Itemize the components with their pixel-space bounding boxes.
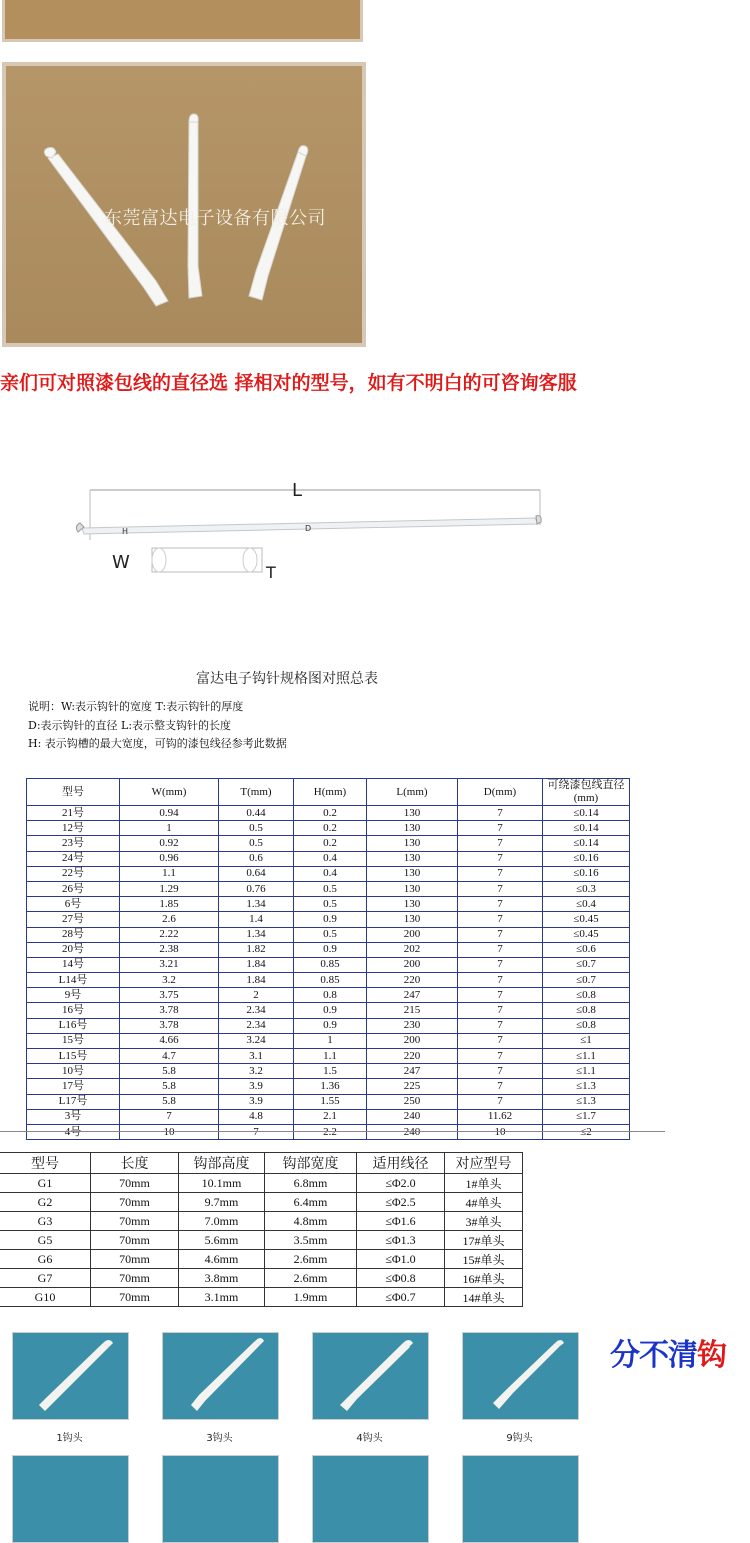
col-header: 适用线径	[357, 1153, 445, 1174]
table-cell: ≤1.1	[543, 1049, 630, 1064]
table-cell: ≤0.7	[543, 957, 630, 972]
table-row	[0, 1193, 523, 1212]
table-row	[27, 1003, 630, 1018]
table-cell: 23号	[27, 836, 120, 851]
table-cell: 22号	[27, 866, 120, 881]
table-cell: 7	[458, 851, 543, 866]
table-cell: 7	[458, 927, 543, 942]
table-cell: 3号	[27, 1109, 120, 1124]
table-cell: ≤0.4	[543, 897, 630, 912]
table-cell: 7	[458, 806, 543, 821]
table-cell: 4.8mm	[265, 1212, 357, 1231]
table-cell: ≤0.8	[543, 1018, 630, 1033]
thumb-caption: 3钩头	[206, 1433, 233, 1444]
table-cell: 2.1	[294, 1109, 367, 1124]
table-cell: 2.6	[120, 912, 219, 927]
table-cell: 14号	[27, 957, 120, 972]
table-cell: 12号	[27, 821, 120, 836]
table-cell: 3.1mm	[179, 1288, 265, 1307]
table-cell: 1.1	[294, 1049, 367, 1064]
single-hook-table	[0, 1152, 523, 1307]
table-cell: G7	[0, 1269, 91, 1288]
table-cell: 0.96	[120, 851, 219, 866]
table-cell: ≤0.45	[543, 912, 630, 927]
table-cell: ≤0.3	[543, 881, 630, 896]
table-row	[27, 1094, 630, 1109]
table-cell: 7	[458, 1094, 543, 1109]
table-cell: ≤1.3	[543, 1079, 630, 1094]
table-cell	[367, 1124, 458, 1139]
table-cell: L15号	[27, 1049, 120, 1064]
hook-thumbnail	[162, 1455, 279, 1543]
table-cell: 247	[367, 1064, 458, 1079]
table-cell: 15#单头	[445, 1250, 523, 1269]
divider	[0, 1131, 665, 1132]
hook-dimension-diagram	[70, 470, 550, 590]
table-cell: ≤1.1	[543, 1064, 630, 1079]
table-cell: ≤0.14	[543, 806, 630, 821]
table-cell: 0.64	[219, 866, 294, 881]
table-cell: 3.1	[219, 1049, 294, 1064]
col-header: 钩部高度	[179, 1153, 265, 1174]
table-row	[27, 912, 630, 927]
table-cell: 4#单头	[445, 1193, 523, 1212]
table-cell: L17号	[27, 1094, 120, 1109]
table-cell: 7	[458, 866, 543, 881]
label-T: T	[266, 563, 276, 582]
table-row	[27, 806, 630, 821]
col-header: D(mm)	[458, 779, 543, 806]
table-cell: 130	[367, 881, 458, 896]
table-row	[27, 851, 630, 866]
hook-thumbnail	[162, 1332, 279, 1420]
table-cell: 0.85	[294, 957, 367, 972]
table-cell: 28号	[27, 927, 120, 942]
legend-line-1: 说明：W:表示钩针的宽度 T:表示钩针的厚度	[28, 700, 244, 713]
table-cell: 240	[367, 1109, 458, 1124]
table-cell: ≤0.16	[543, 866, 630, 881]
col-header: 钩部宽度	[265, 1153, 357, 1174]
table-row	[0, 1231, 523, 1250]
table-cell: 7	[458, 942, 543, 957]
table-cell: 3.75	[120, 988, 219, 1003]
table-cell: 0.5	[219, 836, 294, 851]
table-cell: G3	[0, 1212, 91, 1231]
table-cell: 130	[367, 806, 458, 821]
table-cell: 2.34	[219, 1018, 294, 1033]
table-cell	[543, 1124, 630, 1139]
table-cell: ≤Φ1.3	[357, 1231, 445, 1250]
table-cell: 1.29	[120, 881, 219, 896]
table-cell: 3.2	[219, 1064, 294, 1079]
table-cell: 1.82	[219, 942, 294, 957]
table-cell: 225	[367, 1079, 458, 1094]
selection-note: 亲们可对照漆包线的直径选 择相对的型号，如有不明白的可咨询客服	[0, 372, 577, 394]
hook-thumbnail	[462, 1455, 579, 1543]
table-cell: ≤1.3	[543, 1094, 630, 1109]
unclear-hook-banner	[610, 1330, 726, 1374]
table-cell: 1.34	[219, 897, 294, 912]
table-row	[27, 942, 630, 957]
table-cell: 3.78	[120, 1018, 219, 1033]
table-cell: 4.8	[219, 1109, 294, 1124]
table-cell: ≤0.14	[543, 821, 630, 836]
table-cell: 2.6mm	[265, 1269, 357, 1288]
table-cell: 17号	[27, 1079, 120, 1094]
table-cell: ≤Φ1.0	[357, 1250, 445, 1269]
table-cell: ≤0.7	[543, 973, 630, 988]
table-cell: 10.1mm	[179, 1174, 265, 1193]
table-cell: 0.9	[294, 912, 367, 927]
table-cell: 7	[458, 1018, 543, 1033]
table-cell: 1.85	[120, 897, 219, 912]
table-cell: 250	[367, 1094, 458, 1109]
table-cell	[294, 1124, 367, 1139]
table-cell: 3.8mm	[179, 1269, 265, 1288]
hook-thumbnail	[12, 1332, 129, 1420]
table-cell: 247	[367, 988, 458, 1003]
table-cell: 20号	[27, 942, 120, 957]
table-cell: 130	[367, 851, 458, 866]
table-cell: 200	[367, 1033, 458, 1048]
table-cell: 0.4	[294, 866, 367, 881]
table-cell: 9.7mm	[179, 1193, 265, 1212]
hook-thumbnail	[12, 1455, 129, 1543]
table-cell	[120, 1124, 219, 1139]
table-cell: 200	[367, 957, 458, 972]
table-cell: 7	[120, 1109, 219, 1124]
table-cell	[27, 1124, 120, 1139]
table-cell: 0.2	[294, 836, 367, 851]
table-cell: ≤0.6	[543, 942, 630, 957]
table-cell: 2.6mm	[265, 1250, 357, 1269]
table-cell: 0.92	[120, 836, 219, 851]
table-cell: 0.5	[294, 897, 367, 912]
table-cell: 1.55	[294, 1094, 367, 1109]
hook-image	[163, 1333, 278, 1419]
table-cell: 7	[458, 957, 543, 972]
table-cell: 1#单头	[445, 1174, 523, 1193]
thumb-caption: 9钩头	[506, 1433, 533, 1444]
col-header: L(mm)	[367, 779, 458, 806]
table-cell: ≤0.8	[543, 1003, 630, 1018]
table-cell: 3.2	[120, 973, 219, 988]
table-row	[27, 881, 630, 896]
table-cell: G10	[0, 1288, 91, 1307]
table-cell: 70mm	[91, 1269, 179, 1288]
table-cell: 7	[458, 988, 543, 1003]
table-cell: 0.44	[219, 806, 294, 821]
table-cell: 2.22	[120, 927, 219, 942]
table-cell: 16#单头	[445, 1269, 523, 1288]
table-cell: 14#单头	[445, 1288, 523, 1307]
table-cell: L16号	[27, 1018, 120, 1033]
table-cell: 27号	[27, 912, 120, 927]
table-cell: 9号	[27, 988, 120, 1003]
table-cell: 1.34	[219, 927, 294, 942]
table-cell: 70mm	[91, 1288, 179, 1307]
col-header: W(mm)	[120, 779, 219, 806]
table-cell: 0.5	[219, 821, 294, 836]
table-row	[27, 957, 630, 972]
hook-spec-table	[26, 778, 630, 1140]
hook-spec-table-body	[27, 806, 630, 1140]
table-cell: 7.0mm	[179, 1212, 265, 1231]
table-cell: 130	[367, 897, 458, 912]
table-row	[27, 1079, 630, 1094]
legend-line-2: D:表示钩针的直径 L:表示整支钩针的长度	[28, 719, 232, 732]
table-row	[27, 1049, 630, 1064]
table-cell: 10号	[27, 1064, 120, 1079]
label-W: W	[112, 552, 130, 573]
table-cell: 21号	[27, 806, 120, 821]
table-cell: L14号	[27, 973, 120, 988]
table-cell: 7	[458, 821, 543, 836]
table-cell: ≤Φ2.0	[357, 1174, 445, 1193]
table-cell: 3.5mm	[265, 1231, 357, 1250]
table-cell: ≤0.16	[543, 851, 630, 866]
table-cell: 1	[294, 1033, 367, 1048]
table-row	[27, 1018, 630, 1033]
table-cell: 0.9	[294, 1003, 367, 1018]
label-L: L	[292, 480, 303, 501]
legend-line-3: H: 表示钩槽的最大宽度，可钩的漆包线径参考此数据	[28, 737, 287, 750]
table-cell: 200	[367, 927, 458, 942]
table-row	[0, 1269, 523, 1288]
table-cell: 0.8	[294, 988, 367, 1003]
table-cell: ≤0.8	[543, 988, 630, 1003]
table-cell: 6.4mm	[265, 1193, 357, 1212]
table-cell: 130	[367, 912, 458, 927]
label-H: H	[122, 527, 129, 536]
table-cell: 215	[367, 1003, 458, 1018]
table-row	[27, 1124, 630, 1139]
table-cell: 1.84	[219, 973, 294, 988]
table-cell: 230	[367, 1018, 458, 1033]
table-cell: 7	[458, 1003, 543, 1018]
table-row	[0, 1250, 523, 1269]
table-row	[27, 1064, 630, 1079]
table-cell: 1.36	[294, 1079, 367, 1094]
table-cell: 3.9	[219, 1094, 294, 1109]
table-cell: ≤Φ1.6	[357, 1212, 445, 1231]
table-cell: 0.9	[294, 942, 367, 957]
table-cell	[219, 1124, 294, 1139]
table-cell: 7	[458, 1079, 543, 1094]
table-header-row	[27, 779, 630, 806]
table-cell: ≤1	[543, 1033, 630, 1048]
col-header: 长度	[91, 1153, 179, 1174]
table-cell: 2.38	[120, 942, 219, 957]
table-cell: 70mm	[91, 1174, 179, 1193]
table-cell: 26号	[27, 881, 120, 896]
table-cell: 70mm	[91, 1231, 179, 1250]
table-cell: 16号	[27, 1003, 120, 1018]
hook-image	[13, 1333, 128, 1419]
table-cell: 7	[458, 881, 543, 896]
table-row	[27, 927, 630, 942]
table-cell: 70mm	[91, 1212, 179, 1231]
col-header: 对应型号	[445, 1153, 523, 1174]
table-cell: ≤Φ0.7	[357, 1288, 445, 1307]
table-cell: 5.6mm	[179, 1231, 265, 1250]
table-cell: 0.85	[294, 973, 367, 988]
table-cell: 4.7	[120, 1049, 219, 1064]
table-cell: 24号	[27, 851, 120, 866]
table-cell: 70mm	[91, 1250, 179, 1269]
table-cell: ≤Φ2.5	[357, 1193, 445, 1212]
label-D: D	[305, 524, 312, 533]
table-cell: G2	[0, 1193, 91, 1212]
table-cell: G6	[0, 1250, 91, 1269]
table-cell: 130	[367, 821, 458, 836]
spec-table-title: 富达电子钩针规格图对照总表	[196, 671, 378, 687]
table-cell: 2	[219, 988, 294, 1003]
hook-thumbnail	[312, 1332, 429, 1420]
table-row	[27, 836, 630, 851]
hook-image	[313, 1333, 428, 1419]
col-header: T(mm)	[219, 779, 294, 806]
table-row	[27, 973, 630, 988]
hook-thumbnail	[312, 1455, 429, 1543]
table-cell: G1	[0, 1174, 91, 1193]
unclear-text-red: 钩	[697, 1338, 726, 1373]
table-row	[0, 1212, 523, 1231]
unclear-text: 分不清	[610, 1338, 697, 1373]
table-header-row	[0, 1153, 523, 1174]
table-cell: 1.1	[120, 866, 219, 881]
table-cell: 130	[367, 836, 458, 851]
table-cell: 0.9	[294, 1018, 367, 1033]
table-cell: 70mm	[91, 1193, 179, 1212]
table-cell: 4.66	[120, 1033, 219, 1048]
table-cell: 5.8	[120, 1079, 219, 1094]
table-cell: ≤Φ0.8	[357, 1269, 445, 1288]
table-cell: G5	[0, 1231, 91, 1250]
table-cell: 202	[367, 942, 458, 957]
table-row	[27, 988, 630, 1003]
table-cell: 0.94	[120, 806, 219, 821]
table-cell: ≤0.14	[543, 836, 630, 851]
table-cell: ≤0.45	[543, 927, 630, 942]
table-cell	[458, 1124, 543, 1139]
col-header: 可绕漆包线直径(mm)	[543, 779, 630, 806]
table-row	[27, 821, 630, 836]
table-cell: 1	[120, 821, 219, 836]
table-cell: 0.5	[294, 881, 367, 896]
watermark-text: 东莞富达电子设备有限公司	[104, 208, 326, 229]
table-row	[27, 1033, 630, 1048]
table-cell: 6.8mm	[265, 1174, 357, 1193]
col-header: H(mm)	[294, 779, 367, 806]
table-cell: 7	[458, 1049, 543, 1064]
col-header: 型号	[0, 1153, 91, 1174]
table-cell: 0.2	[294, 821, 367, 836]
table-row	[27, 897, 630, 912]
table-cell: 5.8	[120, 1064, 219, 1079]
table-cell: 1.9mm	[265, 1288, 357, 1307]
table-cell: 0.76	[219, 881, 294, 896]
table-cell: 7	[458, 912, 543, 927]
table-cell: 3.21	[120, 957, 219, 972]
table-cell: 7	[458, 973, 543, 988]
thumb-caption: 4钩头	[356, 1433, 383, 1444]
table-cell: 0.2	[294, 806, 367, 821]
table-cell: 2.34	[219, 1003, 294, 1018]
table-cell: 3.9	[219, 1079, 294, 1094]
table-cell: 7	[458, 836, 543, 851]
single-hook-table-body	[0, 1174, 523, 1307]
table-cell: 4.6mm	[179, 1250, 265, 1269]
table-cell: 3#单头	[445, 1212, 523, 1231]
col-header: 型号	[27, 779, 120, 806]
table-cell: 1.5	[294, 1064, 367, 1079]
table-row	[27, 866, 630, 881]
table-cell: 0.6	[219, 851, 294, 866]
table-cell: ≤1.7	[543, 1109, 630, 1124]
table-cell: 0.4	[294, 851, 367, 866]
table-row	[0, 1174, 523, 1193]
table-cell: 130	[367, 866, 458, 881]
table-cell: 17#单头	[445, 1231, 523, 1250]
table-cell: 11.62	[458, 1109, 543, 1124]
table-cell: 220	[367, 973, 458, 988]
table-cell: 1.84	[219, 957, 294, 972]
product-photo-top	[2, 0, 363, 42]
hook-image	[463, 1333, 578, 1419]
table-cell: 220	[367, 1049, 458, 1064]
table-cell: 1.4	[219, 912, 294, 927]
table-cell: 7	[458, 1033, 543, 1048]
table-cell: 3.24	[219, 1033, 294, 1048]
table-cell: 3.78	[120, 1003, 219, 1018]
thumb-caption: 1钩头	[56, 1433, 83, 1444]
hook-thumbnail	[462, 1332, 579, 1420]
table-cell: 0.5	[294, 927, 367, 942]
table-cell: 15号	[27, 1033, 120, 1048]
table-row	[27, 1109, 630, 1124]
table-cell: 5.8	[120, 1094, 219, 1109]
table-cell: 7	[458, 897, 543, 912]
table-row	[0, 1288, 523, 1307]
table-cell: 7	[458, 1064, 543, 1079]
table-cell: 6号	[27, 897, 120, 912]
